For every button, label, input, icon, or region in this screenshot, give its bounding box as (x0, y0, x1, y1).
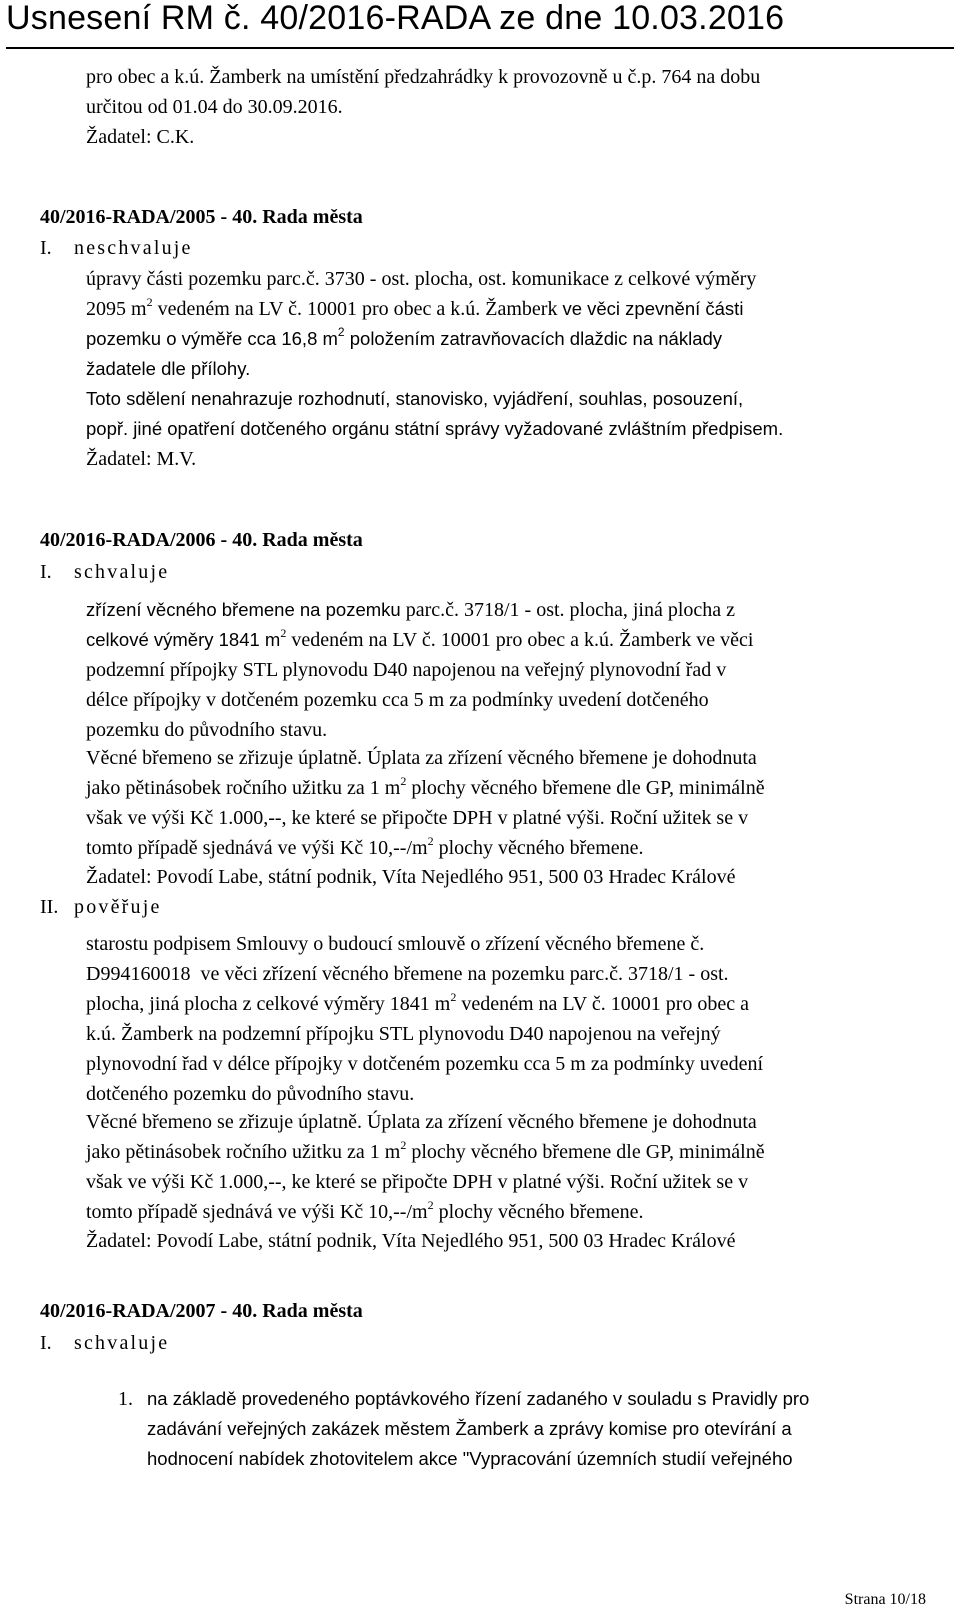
resolution-verb-neschvaluje: I. neschvaluje (40, 237, 193, 259)
text-line: Věcné břemeno se zřizuje úplatně. Úplata za zřízení věcného břemene je dohodnuta (86, 747, 757, 769)
text-line: tomto případě sjednává ve výši Kč $10,--/m^2$ plochy věcného břemene. (86, 1198, 644, 1223)
text-line: Žadatel: M.V. (86, 448, 197, 470)
text-line: dotčeného pozemku do původního stavu. (86, 1083, 415, 1105)
resolution-body-2006-fee2 (86, 1107, 954, 1227)
resolution-heading-2006: 40/2016-RADA/2006 - 40. Rada města (40, 529, 363, 551)
text-line: Toto sdělení nenahrazuje rozhodnutí, stanovisko, vyjádření, souhlas, posouzení, (86, 388, 744, 409)
resolution-body-2005 (86, 264, 954, 474)
text-line: Žadatel: Povodí Labe, státní podnik, Víta Nejedlého 951, 500 03 Hradec Králové (86, 1230, 736, 1252)
resolution-body-2006-part2 (86, 929, 954, 1109)
document-header: Usnesení RM č. 40/2016-RADA ze dne 10.03.2016 (6, 0, 785, 37)
text-line: pozemku o výměře cca 16,8 $m^2$ položením zatravňovacích dlaždic na náklady (86, 325, 723, 349)
text-line: jako pětinásobek ročního užitku za 1 $m^2$ plochy věcného břemene dle GP, minimálně (86, 774, 765, 799)
text-line: žadatele dle přílohy. (86, 358, 251, 379)
text-line: zadávání veřejných zakázek městem Žamberk a zprávy komise pro otevírání a (147, 1418, 792, 1439)
text-line: Věcné břemeno se zřizuje úplatně. Úplata za zřízení věcného břemene je dohodnuta (86, 1111, 757, 1133)
resolution-body-2006-fee (86, 743, 954, 863)
text-line: na základě provedeného poptávkového řízení zadaného v souladu s Pravidly pro (147, 1388, 810, 1409)
resolution-applicant-2006 (86, 862, 954, 892)
list-item-number: 1. (118, 1388, 133, 1410)
resolution-body-2007 (147, 1384, 954, 1474)
text-line: Žadatel: C.K. (86, 126, 195, 148)
resolution-heading-2005: 40/2016-RADA/2005 - 40. Rada města (40, 206, 363, 228)
page-number: Strana 10/18 (844, 1591, 926, 1608)
text-line: určitou od 01.04 do 30.09.2016. (86, 96, 343, 118)
resolution-verb-schvaluje: I. schvaluje (40, 561, 170, 583)
text-line: 2095 $m^2$ vedeném na LV č. 10001 pro obec a k.ú. Žamberk ve věci zpevnění části (86, 295, 744, 320)
text-line: zřízení věcného břemene na pozemku parc.č. 3718/1 - ost. plocha, jiná plocha z (86, 599, 736, 621)
text-line: délce přípojky v dotčeném pozemku cca 5 m za podmínky uvedení dotčeného (86, 689, 709, 711)
resolution-applicant-2006b (86, 1226, 954, 1256)
resolution-body-2006-part1 (86, 595, 954, 745)
text-line: starostu podpisem Smlouvy o budoucí smlouvě o zřízení věcného břemene č. (86, 933, 705, 955)
text-line: však ve výši Kč 1.000,--, ke které se připočte DPH v platné výši. Roční užitek se v (86, 807, 749, 829)
continued-resolution-text (86, 62, 954, 152)
text-line: pro obec a k.ú. Žamberk na umístění předzahrádky k provozovně u č.p. 764 na dobu (86, 66, 761, 88)
text-line: hodnocení nabídek zhotovitelem akce "Vypracování územních studií veřejného (147, 1448, 793, 1469)
resolution-heading-2007: 40/2016-RADA/2007 - 40. Rada města (40, 1300, 363, 1322)
text-line: podzemní přípojky STL plynovodu D40 napojenou na veřejný plynovodní řad v (86, 659, 727, 681)
text-line: pozemku do původního stavu. (86, 719, 328, 741)
text-line: celkové výměry 1841 $m^2$ vedeném na LV č. 10001 pro obec a k.ú. Žamberk ve věci (86, 626, 754, 651)
resolution-verb-poveruje: II. pověřuje (40, 896, 162, 918)
text-line: plocha, jiná plocha z celkové výměry 1841 $m^2$ vedeném na LV č. 10001 pro obec a (86, 990, 750, 1015)
text-line: Žadatel: Povodí Labe, státní podnik, Víta Nejedlého 951, 500 03 Hradec Králové (86, 866, 736, 888)
text-line: tomto případě sjednává ve výši Kč $10,--/m^2$ plochy věcného břemene. (86, 834, 644, 859)
header-rule (6, 47, 954, 49)
text-line: k.ú. Žamberk na podzemní přípojku STL plynovodu D40 napojenou na veřejný (86, 1023, 721, 1045)
text-line: popř. jiné opatření dotčeného orgánu státní správy vyžadované zvláštním předpisem. (86, 418, 784, 439)
resolution-verb-schvaluje-2007: I. schvaluje (40, 1332, 170, 1354)
text-line: plynovodní řad v délce přípojky v dotčeném pozemku cca 5 m za podmínky uvedení (86, 1053, 764, 1075)
text-line: D994160018 ve věci zřízení věcného břemene na pozemku parc.č. 3718/1 - ost. (86, 963, 729, 985)
text-line: úpravy části pozemku parc.č. 3730 - ost. plocha, ost. komunikace z celkové výměry (86, 268, 757, 290)
text-line: však ve výši Kč 1.000,--, ke které se připočte DPH v platné výši. Roční užitek se v (86, 1171, 749, 1193)
text-line: jako pětinásobek ročního užitku za 1 $m^2$ plochy věcného břemene dle GP, minimálně (86, 1138, 765, 1163)
